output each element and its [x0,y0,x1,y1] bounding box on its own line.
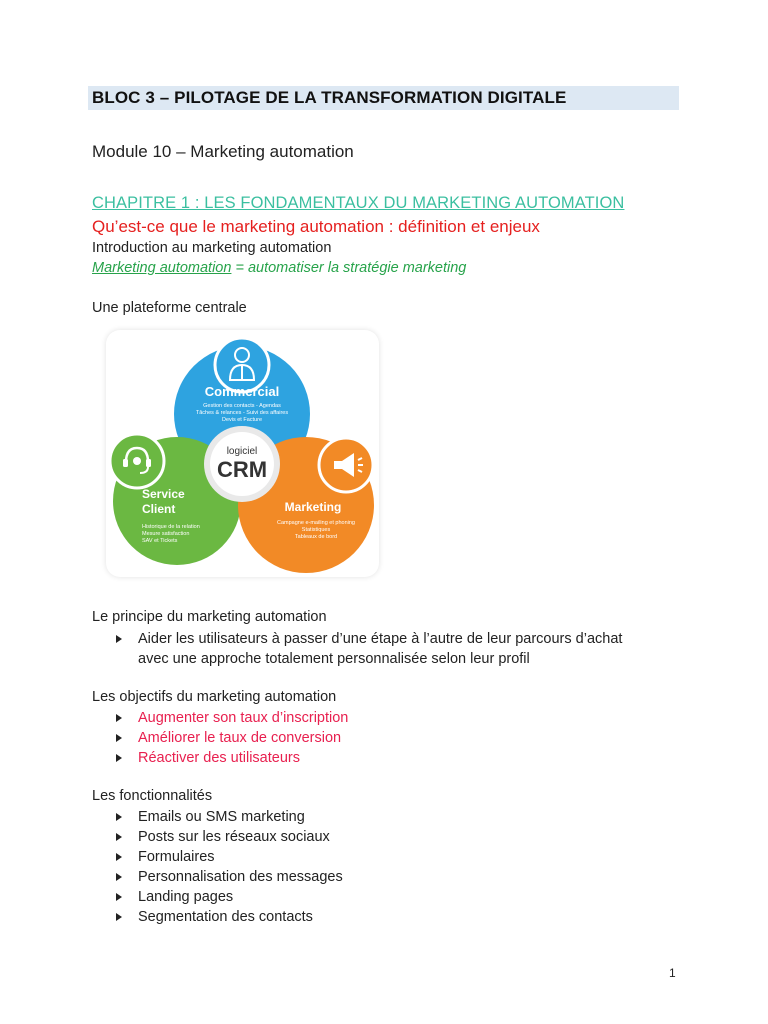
marketing-line-1: Campagne e-mailing et phoning [277,520,355,526]
headset-icon [110,434,164,488]
module-title: Module 10 – Marketing automation [92,142,354,161]
definition-term: Marketing automation [92,260,232,276]
bullet-arrow-icon [116,734,122,742]
list-item [116,847,343,867]
section-question: Qu’est-ce que le marketing automation : définition et enjeux [92,217,540,236]
feature-text: Segmentation des contacts [138,909,313,925]
bloc-header [88,86,679,110]
list-item [116,807,343,827]
list-item [116,887,343,907]
marketing-title: Marketing [284,500,342,514]
definition-text: = automatiser la stratégie marketing [231,260,467,276]
objective-text: Améliorer le taux de conversion [138,730,342,746]
introduction-text: Introduction au marketing automation [92,240,332,256]
list-item [116,827,343,847]
platform-heading: Une plateforme centrale [92,300,247,316]
service-line-3: SAV et Tickets [142,538,178,544]
service-line-2: Mesure satisfaction [142,531,190,537]
commercial-line-1: Gestion des contacts - Agendas [203,403,281,409]
principle-item-line-1: Aider les utilisateurs à passer d’une étape à l’autre de leur parcours d’achat [138,631,623,647]
crm-diagram [106,330,379,577]
objective-text: Réactiver des utilisateurs [138,750,300,766]
bullet-arrow-icon [116,913,122,921]
list-item [116,708,348,728]
feature-text: Emails ou SMS marketing [138,809,305,825]
list-item [116,907,343,927]
list-item [116,748,348,768]
list-item [116,867,343,887]
commercial-line-2: Tâches & relances - Suivi des affaires [195,410,289,416]
list-item [116,728,348,748]
bullet-arrow-icon [116,853,122,861]
chapter-title: CHAPITRE 1 : LES FONDAMENTAUX DU MARKETING AUTOMATION [92,194,625,212]
principle-heading: Le principe du marketing automation [92,609,327,625]
crm-diagram-graphic [106,330,379,577]
objective-text: Augmenter son taux d’inscription [138,710,349,726]
objectives-heading: Les objectifs du marketing automation [92,689,337,705]
service-title-line-1: Service [142,487,185,501]
crm-center-small-label: logiciel [226,446,258,457]
bloc-title: BLOC 3 – PILOTAGE DE LA TRANSFORMATION DIGITALE [92,88,567,107]
definition-line [92,260,466,276]
feature-text: Posts sur les réseaux sociaux [138,829,330,845]
bullet-arrow-icon [116,873,122,881]
features-heading: Les fonctionnalités [92,788,213,804]
feature-text: Landing pages [138,889,234,905]
bullet-arrow-icon [116,635,122,643]
bullet-arrow-icon [116,833,122,841]
bullet-arrow-icon [116,754,122,762]
page-number: 1 [669,966,676,980]
list-item [116,629,622,669]
commercial-title: Commercial [204,384,280,399]
bullet-arrow-icon [116,893,122,901]
features-list [116,807,343,927]
service-title-line-2: Client [142,502,176,516]
service-line-1: Historique de la relation [142,524,200,530]
feature-text: Formulaires [138,849,215,865]
principle-list [116,629,622,669]
marketing-line-2: Statistiques [301,527,331,533]
megaphone-icon [319,438,373,492]
commercial-line-3: Devis et Facture [221,417,263,423]
principle-item-line-2: avec une approche totalement personnalisée selon leur profil [138,651,530,667]
crm-center-label: CRM [216,457,268,482]
bullet-arrow-icon [116,813,122,821]
feature-text: Personnalisation des messages [138,869,343,885]
marketing-line-3: Tableaux de bord [294,534,338,540]
bullet-arrow-icon [116,714,122,722]
objectives-list [116,708,348,768]
